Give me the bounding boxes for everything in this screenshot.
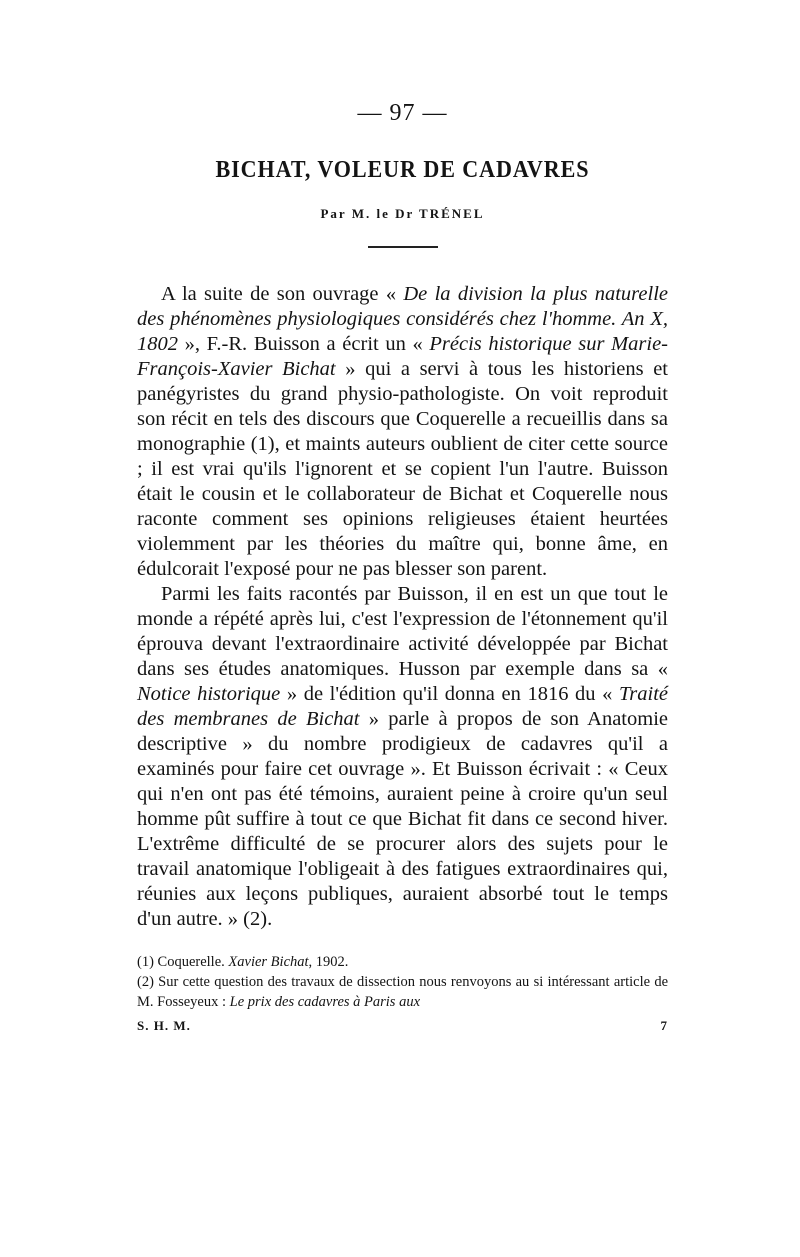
text-segment: A la suite de son ouvrage «: [161, 283, 404, 305]
paragraph: [137, 582, 668, 932]
footnote-2-italic: Le prix des cadavres à Paris aux: [229, 994, 421, 1010]
page: [137, 100, 668, 1036]
italic-segment: De la division la plus naturelle des phénomènes physiologiques considérés chez l'homme. An X, 1802: [137, 283, 668, 355]
text-segment: », F.-R. Buisson a écrit un «: [178, 333, 430, 355]
text-segment: Parmi les faits racontés par Buisson, il en est un que tout le monde a répété après lui, c'est l'expression de l'étonnement qu'il éprouva devant l'extraordinaire activité développée par Bichat dans ses études anatomiques. Husson par exemple dans sa «: [137, 583, 668, 680]
signature-line: [137, 1016, 668, 1036]
footnote-1-italic: Xavier Bichat: [228, 954, 309, 970]
footnote-1-pre: (1) Coquerelle.: [137, 954, 229, 970]
footnote-2: [137, 972, 668, 1012]
italic-segment: Précis historique sur Marie-François-Xavier Bichat: [137, 333, 668, 380]
footnote-1-post: , 1902.: [308, 954, 349, 970]
article-body: [137, 282, 668, 932]
text-segment: » de l'édition qu'il donna en 1816 du «: [280, 683, 619, 705]
signature-number: 7: [660, 1018, 668, 1033]
page-number: — 97 —: [357, 100, 448, 126]
signature-mark: S. H. M.: [137, 1018, 191, 1033]
title-divider: [368, 246, 438, 248]
footnotes: [137, 952, 668, 1036]
footnote-2-pre: (2) Sur cette question des travaux de dissection nous renvoyons au si intéressant article de M. Fosseyeux :: [137, 974, 668, 1010]
footnote-1: [137, 952, 668, 972]
article-title: BICHAT, VOLEUR DE CADAVRES: [215, 157, 590, 183]
paragraph: [137, 282, 668, 582]
text-segment: » parle à propos de son Anatomie descriptive » du nombre prodigieux de cadavres qu'il a examinés pour faire cet ouvrage ». Et Buisson écrivait : « Ceux qui n'en ont pas été témoins, auraient peine à croire qu'un seul homme pût suffire à tout ce que Bichat fit dans ce second hiver. L'extrême difficulté de se procurer alors des sujets pour le travail anatomique l'obligeait à des fatigues extraordinaires qui, réunies aux leçons publiques, auraient absorbé tout le temps d'un autre. » (2).: [137, 708, 668, 930]
text-segment: » qui a servi à tous les historiens et panégyristes du grand physio-pathologiste. On voit reproduit son récit en tels des discours que Coquerelle a recueillis dans sa monographie (1), et maints auteurs oublient de citer cette source ; il est vrai qu'ils l'ignorent et se copient l'un l'autre. Buisson était le cousin et le collaborateur de Bichat et Coquerelle nous raconte comment ses opinions religieuses étaient heurtées violemment par les théories du maître qui, bonne âme, en édulcorait l'exposé pour ne pas blesser son parent.: [137, 358, 668, 580]
italic-segment: Notice historique: [137, 683, 281, 705]
author-byline: Par M. le Dr TRÉNEL: [320, 206, 485, 221]
italic-segment: Traité des membranes de Bichat: [137, 683, 668, 730]
